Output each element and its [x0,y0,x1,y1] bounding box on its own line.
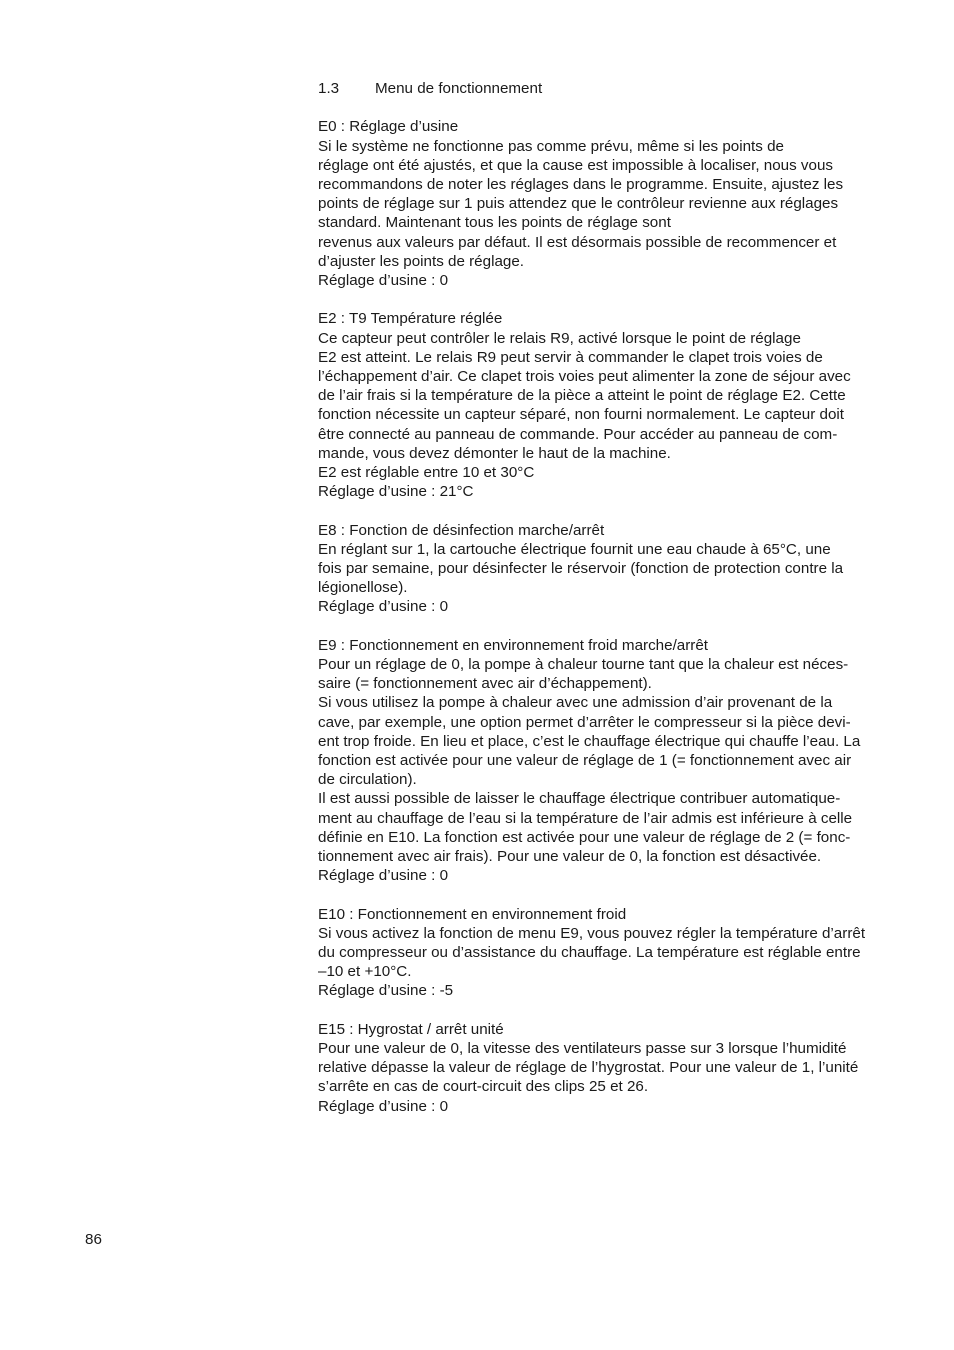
entry-text-line: de circulation). [318,771,417,789]
section-title: Menu de fonctionnement [375,80,543,97]
entry-text-line: recommandons de noter les réglages dans le programme. Ensuite, ajustez les [318,176,844,193]
entry-text-line: Pour une valeur de 0, la vitesse des ventilateurs passe sur 3 lorsque l’humidité [318,1040,847,1058]
page-number: 86 [85,1231,102,1248]
entry-text-line: s’arrête en cas de court-circuit des clips 25 et 26. [318,1078,649,1096]
entry-text-line: standard. Maintenant tous les points de réglage sont [318,214,671,232]
entry-text-line: Réglage d’usine : 0 [318,272,449,290]
entry-text-line: fois par semaine, pour désinfecter le réservoir (fonction de protection contre la [318,560,844,578]
entry-title: E10 : Fonctionnement en environnement froid [318,905,627,923]
entry-text-line: mande, vous devez démonter le haut de la machine. [318,444,671,462]
entry-text-line: saire (= fonctionnement avec air d’échappement). [318,675,652,693]
page-content [318,79,902,1135]
menu-entries [318,117,902,1115]
menu-entry [318,117,902,290]
menu-entry [318,1020,902,1116]
menu-entry [318,309,902,501]
entry-text-line: Pour un réglage de 0, la pompe à chaleur tourne tant que la chaleur est néces- [318,656,849,674]
entry-text-line: être connecté au panneau de commande. Pour accéder au panneau de com- [318,425,838,443]
entry-text-line: En réglant sur 1, la cartouche électrique fournit une eau chaude à 65°C, une [318,540,831,558]
entry-text-line: Ce capteur peut contrôler le relais R9, activé lorsque le point de réglage [318,329,801,347]
menu-entry [318,636,902,886]
entry-text-line: Réglage d’usine : 0 [318,1097,449,1115]
entry-text-line: fonction nécessite un capteur séparé, non fourni normalement. Le capteur doit [318,406,844,424]
entry-text-line: cave, par exemple, une option permet d’arrêter le compresseur si la pièce devi- [318,713,851,731]
entry-text-line: Réglage d’usine : 21°C [318,483,474,501]
entry-title: E15 : Hygrostat / arrêt unité [318,1020,504,1038]
entry-text-line: définie en E10. La fonction est activée pour une valeur de réglage de 2 (= fonc- [318,828,851,846]
entry-text-line: tionnement avec air frais). Pour une valeur de 0, la fonction est désactivée. [318,848,822,866]
menu-entry [318,905,902,1001]
entry-text-line: Réglage d’usine : 0 [318,867,449,885]
entry-text-line: fonction est activée pour une valeur de réglage de 1 (= fonctionnement avec air [318,752,852,770]
entry-text-line: l’échappement d’air. Ce clapet trois voies peut alimenter la zone de séjour avec [318,368,851,386]
entry-text-line: d’ajuster les points de réglage. [318,252,525,270]
entry-text-line: légionellose). [318,579,408,597]
entry-text-line: de l’air frais si la température de la pièce a atteint le point de réglage E2. Cette [318,387,846,405]
entry-title: E2 : T9 Température réglée [318,310,503,328]
entry-text-line: Réglage d’usine : -5 [318,982,454,1000]
entry-text-line: E2 est réglable entre 10 et 30°C [318,464,535,482]
entry-text-line: Si vous utilisez la pompe à chaleur avec une admission d’air provenant de la [318,694,833,712]
entry-text-line: ent trop froide. En lieu et place, c’est le chauffage électrique qui chauffe l’eau. La [318,732,861,750]
entry-text-line: Il est aussi possible de laisser le chauffage électrique contribuer automatique- [318,790,841,808]
entry-text-line: relative dépasse la valeur de réglage de l’hygrostat. Pour une valeur de 1, l’unité [318,1059,859,1077]
entry-title: E9 : Fonctionnement en environnement froid marche/arrêt [318,636,709,654]
entry-text-line: Réglage d’usine : 0 [318,598,449,616]
entry-text-line: Si vous activez la fonction de menu E9, vous pouvez régler la température d’arrêt [318,924,866,942]
entry-text-line: points de réglage sur 1 puis attendez que le contrôleur revienne aux réglages [318,195,839,213]
entry-text-line: ment au chauffage de l’eau si la température de l’air admis est inférieure à celle [318,809,853,827]
entry-title: E8 : Fonction de désinfection marche/arrêt [318,521,605,539]
entry-text-line: réglage ont été ajustés, et que la cause est impossible à localiser, nous vous [318,156,833,174]
entry-text-line: Si le système ne fonctionne pas comme prévu, même si les points de [318,137,784,155]
entry-title: E0 : Réglage d’usine [318,118,459,136]
menu-entry [318,521,902,617]
entry-text-line: revenus aux valeurs par défaut. Il est désormais possible de recommencer et [318,233,837,251]
entry-text-line: –10 et +10°C. [318,963,412,981]
entry-text-line: E2 est atteint. Le relais R9 peut servir à commander le clapet trois voies de [318,348,823,366]
section-heading [318,79,902,98]
entry-text-line: du compresseur ou d’assistance du chauffage. La température est réglable entre [318,944,861,962]
section-number: 1.3 [318,80,340,97]
